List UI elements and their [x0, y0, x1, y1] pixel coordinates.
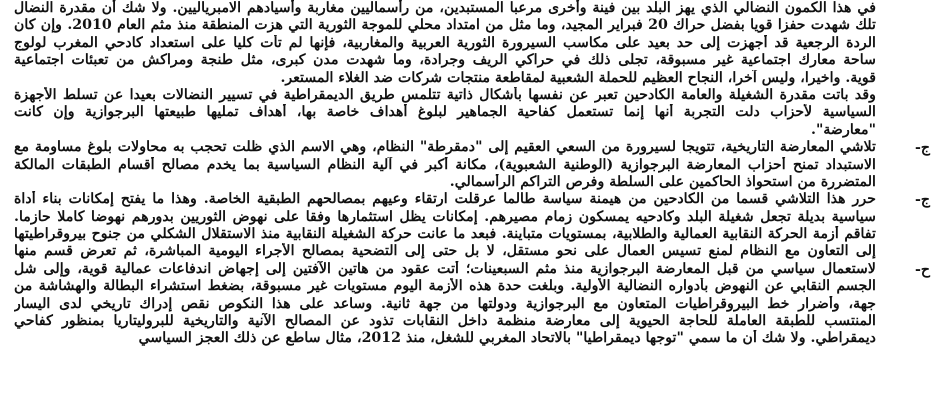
text-line: جهة، وأضرار خط البيروقراطيات المتعاون مع البرجوازية ودولتها من جهة ثانية. وساعد على هذا النكوص نقص إدراك تاريخي لدى اليسار — [14, 295, 876, 312]
list-marker-ha: ح- — [914, 262, 930, 278]
text-line: قوية. واخيرا، وليس آخرا، النجاح العظيم للحملة الشعبية لمقاطعة منتجات شركات ضد الغلاء المستعر. — [280, 69, 876, 86]
text-line: السياسية لأحزاب دلت التجربة أنها إنما تستعمل كفاحية الجماهير لبلوغ أهداف خاصة بها، أهداف تمليها طبيعتها البرجوازية وإن كانت — [14, 104, 876, 121]
text-line: الاستبداد تمنح أحزاب المعارضة البرجوازية (الوطنية الشعبوية)، مكانة أكبر في آلية النظام السياسية بما يخدم مصالح أقسام الطبقات المالكة — [14, 156, 876, 173]
text-line: ديمقراطي. ولا شك أن ما سمي "توجها ديمقراطيا" بالاتحاد المغربي للشغل، منذ 2012، مثال ساطع عن ذلك العجز السياسي — [138, 330, 876, 347]
text-line: تلاشي المعارضة التاريخية، تتويجا لسيرورة من السعي العقيم إلى "دمقرطة" النظام، وهي الاسم الذي ظلت تحجب به محاولات بلوغ مساومة مع — [14, 139, 876, 156]
text-line: تلك شهدت حفزا قويا بفضل حراك 20 فبراير المجيد، وما مثل من امتداد محلي للموجة الثورية التي هزت المنطقة منذ مثم العام 2010. وإن كان — [14, 17, 876, 34]
document-body — [14, 0, 876, 348]
text-line: "معارضة". — [811, 121, 876, 138]
text-line: إلى التعاون مع النظام لمنع تسيس العمال على نحو مستقل، لا بل حتى إلى التضحية بمصالح الأجراء اليومية المباشرة، ثم تعرض قسم منها — [14, 243, 876, 260]
list-marker-jim-2: ج- — [914, 192, 930, 208]
text-line: سياسية بديلة تجعل شغيلة البلد وكادحيه يمسكون زمام مصيرهم. إمكانات يظل استثمارها وفقا على نهوض الثوريين بدورهم نهوضا كاملا حازما. — [14, 208, 876, 225]
text-line: الجسم النقابي عن النهوض بأدواره النضالية الأولية. وبلغت حدة هذه الأزمة اليوم مستويات غير مسبوقة، بضغط استشراء البطالة والهشاشة من — [14, 278, 876, 295]
list-marker-jim-1: ج- — [914, 140, 930, 156]
text-line: المتضررة من استحواذ الحاكمين على السلطة وفرص التراكم الرأسمالي. — [449, 173, 876, 190]
text-line: الردة الرجعية قد أجهزت إلى حد بعيد على مكاسب السيرورة الثورية العربية والمغاربية، فإنها لم تأت كليا على استعداد كادحي المغرب لولوج — [14, 34, 876, 51]
text-line: وقد باتت مقدرة الشغيلة والعامة الكادحين تعبر عن نفسها بأشكال ذاتية تتلمس طريق الديمقراطية في تسيير النضالات بعيدا عن تسلط الأجهزة — [14, 86, 876, 103]
text-line: تفاقم أزمة الحركة النقابية العمالية والطلابية، بمستويات متباينة. فبعد ما عانت حركة الشغيلة النقابية منذ الاستقلال الشكلي من جنوح بيروقراطيتها — [14, 226, 876, 243]
text-line: ساحة معارك اجتماعية غير مسبوقة، تجلى ذلك في حراكي الريف وجرادة، وما شهدت مدن كبرى، مثل طنجة ومراكش من تعبئات اجتماعية — [14, 52, 876, 69]
text-line: المنتسب للطبقة العاملة للحاجة الحيوية إلى معارضة منظمة داخل النقابات تذود عن المصالح الآنية والتاريخية للبروليتاريا بمنظور كفاحي — [14, 313, 876, 330]
text-line: لاستعمال سياسي من قبل المعارضة البرجوازية منذ مثم السبعينات؛ أتت عقود من هاتين الآفتين إلى إجهاض اندفاعات عمالية قوية، وإلى شل — [14, 260, 876, 277]
text-line: حرر هذا التلاشي قسما من الكادحين من هيمنة سياسة طالما عرقلت ارتقاء وعيهم بمصالحهم الطبقية الخاصة. وهذا ما يفتح إمكانات بناء أداة — [14, 191, 876, 208]
text-line: في هذا الكمون النضالي الذي يهز البلد بين فينة وأخرى مرعبا المستبدين، من رأسماليين مغاربة وأسيادهم الامبرياليين. ولا شك أن مقدرة النضال — [14, 0, 876, 16]
